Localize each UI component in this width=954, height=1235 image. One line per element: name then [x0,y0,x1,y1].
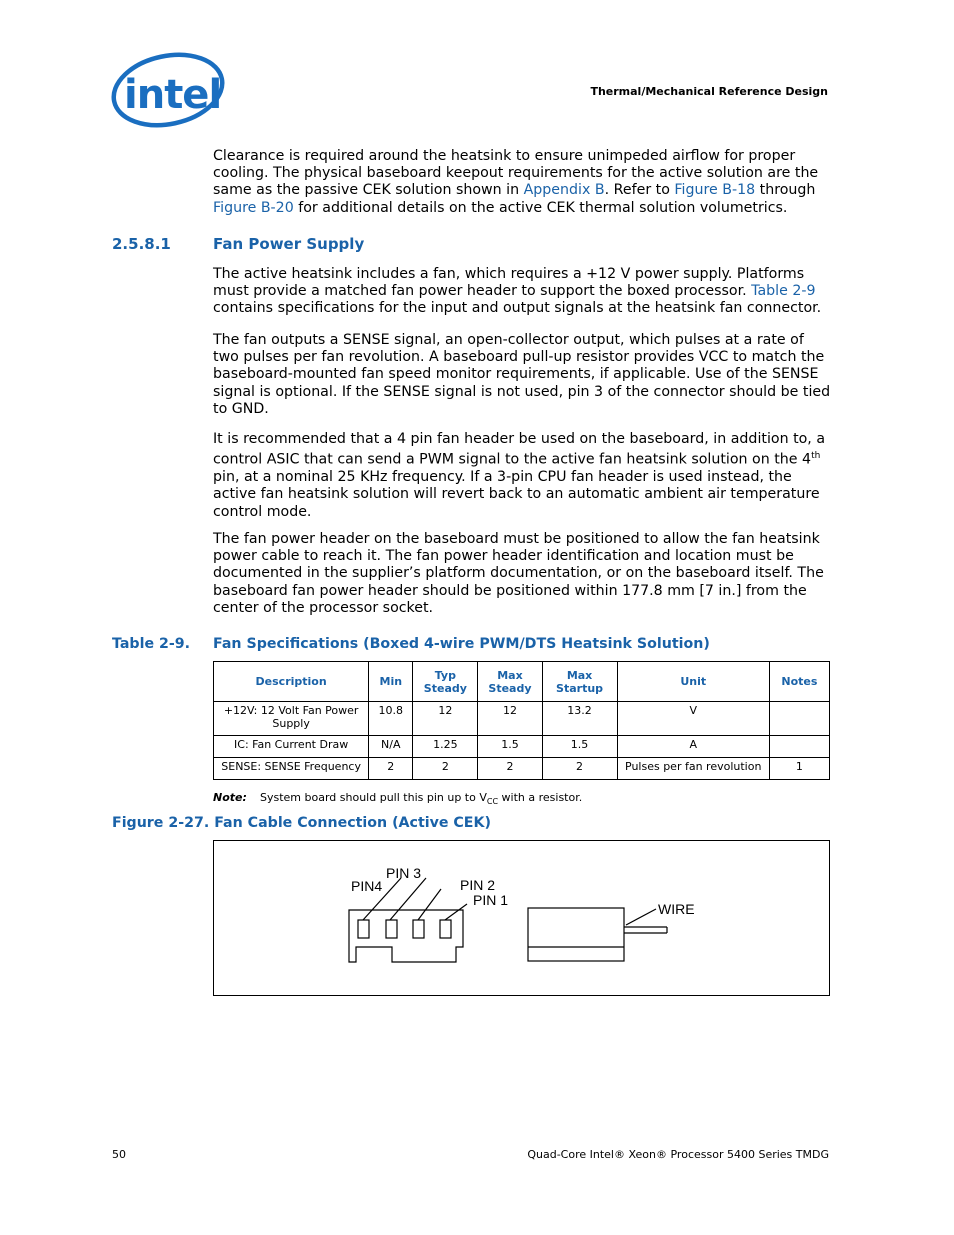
pin2-leader [418,889,441,920]
pin2-label: PIN 2 [460,877,496,893]
col-max-steady: Max Steady [478,662,542,702]
paragraph-fan-supply: The active heatsink includes a fan, which requires a +12 V power supply. Platforms must provide a matched fan power header to support the boxed processor. Table 2-9 contains specifications for the input and output signals at the heatsink fan connector. [213,266,822,317]
table-2-9-link[interactable]: Table 2-9 [751,283,816,300]
pin1-label: PIN 1 [473,892,509,908]
table-caption: Table 2-9. Fan Specifications (Boxed 4-wire PWM/DTS Heatsink Solution) [112,636,710,652]
intro-paragraph: Clearance is required around the heatsink to ensure unimpeded airflow for proper cooling. The physical baseboard keepout requirements for the active solution are the same as the passive CEK solution shown in Appendix B. Refer to Figure B-18 through Figure B-20 for additional details on the active CEK thermal solution volumetrics. [213,148,819,216]
connector-body [349,910,463,962]
pin3-slot [386,920,397,938]
section-heading [112,235,364,253]
table-row: SENSE: SENSE Frequency 2 2 2 2 Pulses per fan revolution 1 [214,758,830,780]
pin4-slot [358,920,369,938]
document-title: Quad-Core Intel® Xeon® Processor 5400 Series TMDG [527,1148,829,1161]
page-number: 50 [112,1148,126,1161]
col-min: Min [369,662,413,702]
pin2-slot [413,920,424,938]
svg-text:intel: intel [124,72,222,118]
paragraph-sense-signal: The fan outputs a SENSE signal, an open-collector output, which pulses at a rate of two pulses per fan revolution. A baseboard pull-up resistor provides VCC to match the baseboard-mounted fan speed monitor requirements, if applicable. Use of the SENSE signal is optional. If the SENSE signal is not used, pin 3 of the connector should be tied to GND. [213,332,831,417]
col-description: Description [214,662,369,702]
figure-caption: Figure 2-27. Fan Cable Connection (Active CEK) [112,815,491,831]
section-title: Fan Power Supply [213,235,365,253]
table-header-row [214,662,830,702]
wire-leader [626,909,656,925]
intel-logo [110,50,228,128]
col-notes: Notes [769,662,829,702]
col-typ-steady: Typ Steady [413,662,478,702]
paragraph-pwm: It is recommended that a 4 pin fan header be used on the baseboard, in addition to, a control ASIC that can send a PWM signal to the active fan heatsink solution on the 4th pin, at a nominal 25 KHz frequency. If a 3-pin CPU fan header is used instead, the active fan heatsink solution will revert back to an automatic ambient air temperature control mode. [213,431,826,520]
figure-b-18-link[interactable]: Figure B-18 [674,182,756,199]
table-row: IC: Fan Current Draw N/A 1.25 1.5 1.5 A [214,736,830,758]
paragraph-header-position: The fan power header on the baseboard must be positioned to allow the fan heatsink power cable to reach it. The fan power header identification and location must be documented in the supplier’s platform documentation, or on the baseboard itself. The baseboard fan power header should be positioned within 177.8 mm [7 in.] from the center of the processor socket. [213,531,824,616]
section-number: 2.5.8.1 [112,235,171,253]
pin1-slot [440,920,451,938]
pin1-leader [445,904,467,920]
table-row: +12V: 12 Volt Fan Power Supply 10.8 12 12 13.2 V [214,702,830,736]
appendix-b-link[interactable]: Appendix B [523,182,605,199]
fan-spec-table [213,661,830,780]
figure-b-20-link[interactable]: Figure B-20 [213,199,294,216]
fan-cable-figure [213,840,830,996]
wire-label: WIRE [658,901,695,917]
col-max-startup: Max Startup [542,662,617,702]
col-unit: Unit [617,662,769,702]
pin3-label: PIN 3 [386,865,422,881]
cable-plug [528,908,624,961]
header-title: Thermal/Mechanical Reference Design [590,85,828,98]
pin4-label: PIN4 [351,878,383,894]
table-note: Note: System board should pull this pin up to $V_{CC}$ with a resistor. [213,791,583,807]
